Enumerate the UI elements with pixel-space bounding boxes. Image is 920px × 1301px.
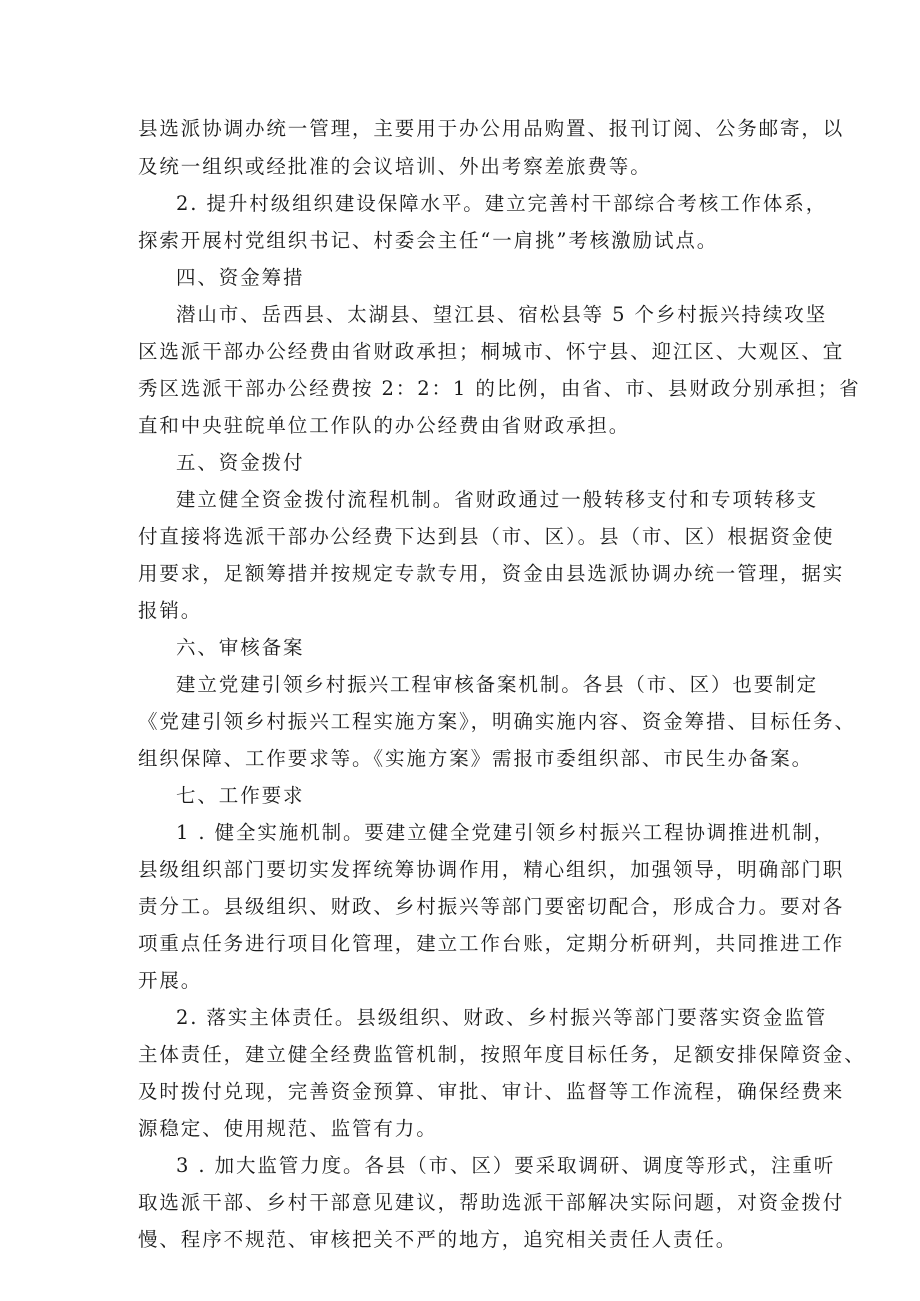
text-line: 3 . 加大监管力度。各县（市、区）要采取调研、调度等形式，注重听 <box>176 1154 836 1177</box>
section-heading: 七、工作要求 <box>176 784 305 807</box>
text-line: 报销。 <box>138 599 203 622</box>
text-line: 建立健全资金拨付流程机制。省财政通过一般转移支付和专项转移支 <box>176 488 819 511</box>
text-line: 项重点任务进行项目化管理，建立工作台账，定期分析研判，共同推进工作 <box>138 932 845 955</box>
text-line: 县选派协调办统一管理，主要用于办公用品购置、报刊订阅、公务邮寄，以 <box>138 117 845 140</box>
text-line: 用要求，足额筹措并按规定专款专用，资金由县选派协调办统一管理，据实 <box>138 562 845 585</box>
text-line: 取选派干部、乡村干部意见建议，帮助选派干部解决实际问题，对资金拨付 <box>138 1191 845 1214</box>
text-line: 开展。 <box>138 969 203 992</box>
text-line: 直和中央驻皖单位工作队的办公经费由省财政承担。 <box>138 414 631 437</box>
text-line: 主体责任，建立健全经费监管机制，按照年度目标任务，足额安排保障资金、 <box>138 1043 866 1066</box>
text-line: 责分工。县级组织、财政、乡村振兴等部门要密切配合，形成合力。要对各 <box>138 895 845 918</box>
text-line: 《党建引领乡村振兴工程实施方案》，明确实施内容、资金筹措、目标任务、 <box>138 710 856 733</box>
text-line: 及时拨付兑现，完善资金预算、审批、审计、监督等工作流程，确保经费来 <box>138 1080 845 1103</box>
text-line: 源稳定、使用规范、监管有力。 <box>138 1117 438 1140</box>
text-line: 及统一组织或经批准的会议培训、外出考察差旅费等。 <box>138 155 652 178</box>
text-line: 潜山市、岳西县、太湖县、望江县、宿松县等 5 个乡村振兴持续攻坚 <box>176 303 828 326</box>
text-line: 2. 落实主体责任。县级组织、财政、乡村振兴等部门要落实资金监管 <box>176 1006 828 1029</box>
text-line: 秀区选派干部办公经费按 2：2：1 的比例，由省、市、县财政分别承担；省 <box>138 377 861 400</box>
text-line: 组织保障、工作要求等。《实施方案》需报市委组织部、市民生办备案。 <box>138 747 814 770</box>
text-line: 付直接将选派干部办公经费下达到县（市、区）。县（市、区）根据资金使 <box>138 525 835 548</box>
section-heading: 四、资金筹措 <box>176 266 305 289</box>
text-line: 县级组织部门要切实发挥统筹协调作用，精心组织，加强领导，明确部门职 <box>138 858 845 881</box>
text-line: 慢、程序不规范、审核把关不严的地方，追究相关责任人责任。 <box>138 1228 738 1251</box>
text-line: 2. 提升村级组织建设保障水平。建立完善村干部综合考核工作体系， <box>176 192 828 215</box>
section-heading: 五、资金拨付 <box>176 451 305 474</box>
text-line: 探索开展村党组织书记、村委会主任“一肩挑”考核激励试点。 <box>138 229 719 252</box>
text-line: 建立党建引领乡村振兴工程审核备案机制。各县（市、区）也要制定 <box>176 673 819 696</box>
section-heading: 六、审核备案 <box>176 636 305 659</box>
text-line: 1 . 健全实施机制。要建立健全党建引领乡村振兴工程协调推进机制， <box>176 821 836 844</box>
text-line: 区选派干部办公经费由省财政承担；桐城市、怀宁县、迎江区、大观区、宜 <box>138 340 845 363</box>
